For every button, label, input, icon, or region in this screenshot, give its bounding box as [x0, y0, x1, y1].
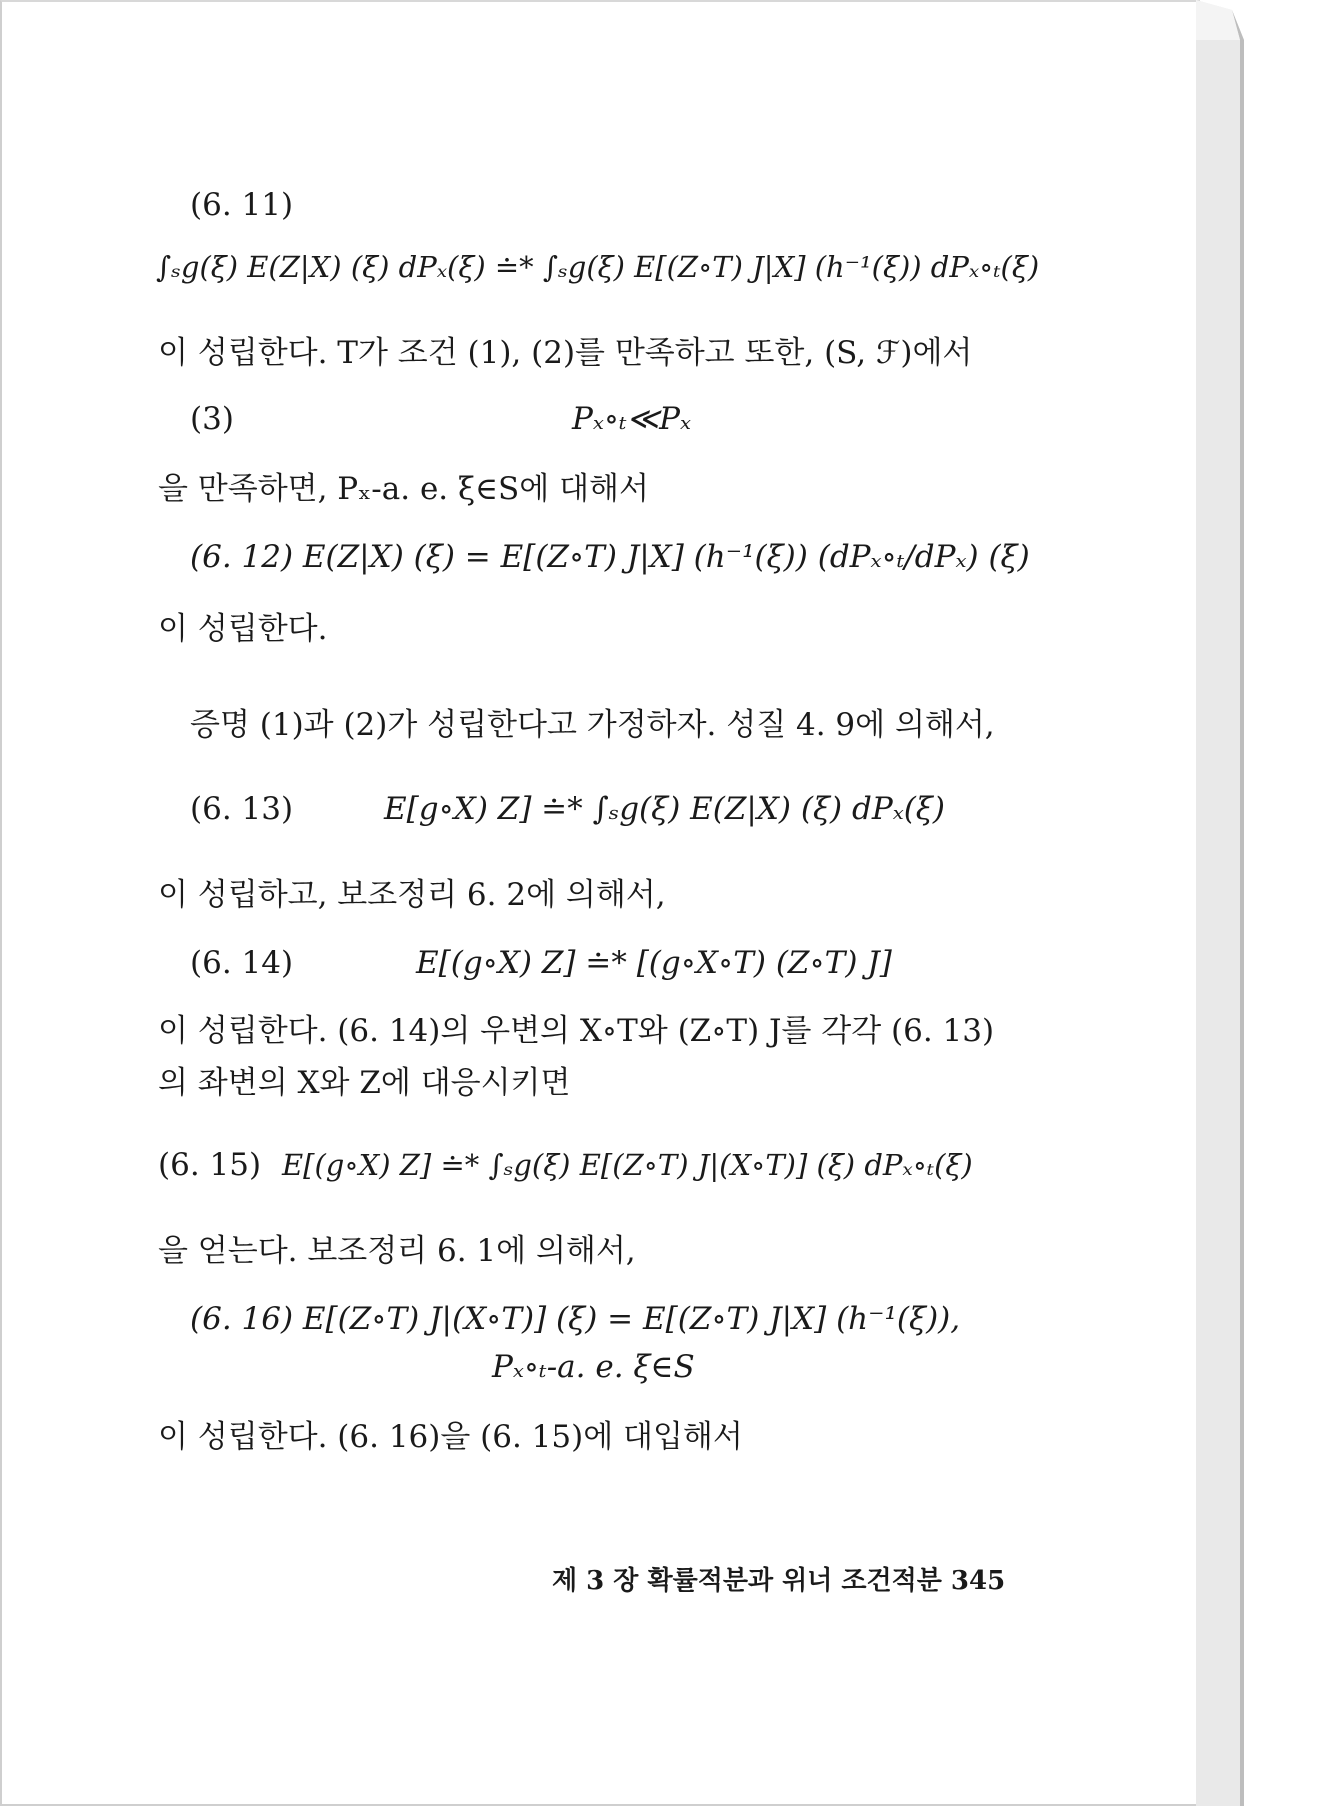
text-line-5: 을 만족하면, Pₓ-a. e. ξ∈S에 대해서	[158, 471, 649, 507]
text-line-15: 을 얻는다. 보조정리 6. 1에 의해서,	[158, 1233, 636, 1269]
eq-6-15-number: (6. 15)	[158, 1147, 262, 1183]
eq-6-12: (6. 12) E(Z|X) (ξ) = E[(Z∘T) J|X] (h⁻¹(ξ)) (dPₓ∘ₜ/dPₓ) (ξ)	[190, 539, 1030, 575]
running-footer	[552, 1560, 1005, 1597]
eq-6-11-formula: ∫ₛg(ξ) E(Z|X) (ξ) dPₓ(ξ) ≐* ∫ₛg(ξ) E[(Z∘T) J|X] (h⁻¹(ξ)) dPₓ∘ₜ(ξ)	[156, 250, 1040, 284]
text-line-10: 이 성립하고, 보조정리 6. 2에 의해서,	[158, 877, 666, 913]
eq-3-formula: Pₓ∘ₜ≪Pₓ	[572, 401, 692, 437]
eq-6-11-number: (6. 11)	[190, 187, 294, 223]
text-line-7: 이 성립한다.	[158, 611, 328, 647]
proof-start: 증명 (1)과 (2)가 성립한다고 가정하자. 성질 4. 9에 의해서,	[190, 707, 995, 743]
page-stack-edge	[1196, 0, 1334, 1806]
text-line-18: 이 성립한다. (6. 16)을 (6. 15)에 대입해서	[158, 1419, 743, 1455]
eq-6-16-condition: Pₓ∘ₜ-a. e. ξ∈S	[492, 1349, 695, 1385]
text-line-12: 이 성립한다. (6. 14)의 우변의 X∘T와 (Z∘T) J를 각각 (6. 13)	[158, 1013, 995, 1049]
eq-6-13-formula: E[g∘X) Z] ≐* ∫ₛg(ξ) E(Z|X) (ξ) dPₓ(ξ)	[384, 791, 945, 827]
eq-6-14-formula: E[(g∘X) Z] ≐* [(g∘X∘T) (Z∘T) J]	[416, 945, 892, 981]
page-number: 345	[950, 1566, 1006, 1596]
eq-6-13-number: (6. 13)	[190, 791, 294, 827]
text-line-3: 이 성립한다. T가 조건 (1), (2)를 만족하고 또한, (S, ℱ)에서	[158, 335, 973, 371]
eq-3-number: (3)	[190, 401, 234, 437]
eq-6-15-formula: E[(g∘X) Z] ≐* ∫ₛg(ξ) E[(Z∘T) J|(X∘T)] (ξ) dPₓ∘ₜ(ξ)	[282, 1148, 973, 1182]
eq-6-14-number: (6. 14)	[190, 945, 294, 981]
text-line-13: 의 좌변의 X와 Z에 대응시키면	[158, 1065, 571, 1101]
eq-6-16: (6. 16) E[(Z∘T) J|(X∘T)] (ξ) = E[(Z∘T) J|X] (h⁻¹(ξ)),	[190, 1301, 961, 1337]
chapter-title: 제 3 장 확률적분과 위너 조건적분	[552, 1566, 942, 1596]
